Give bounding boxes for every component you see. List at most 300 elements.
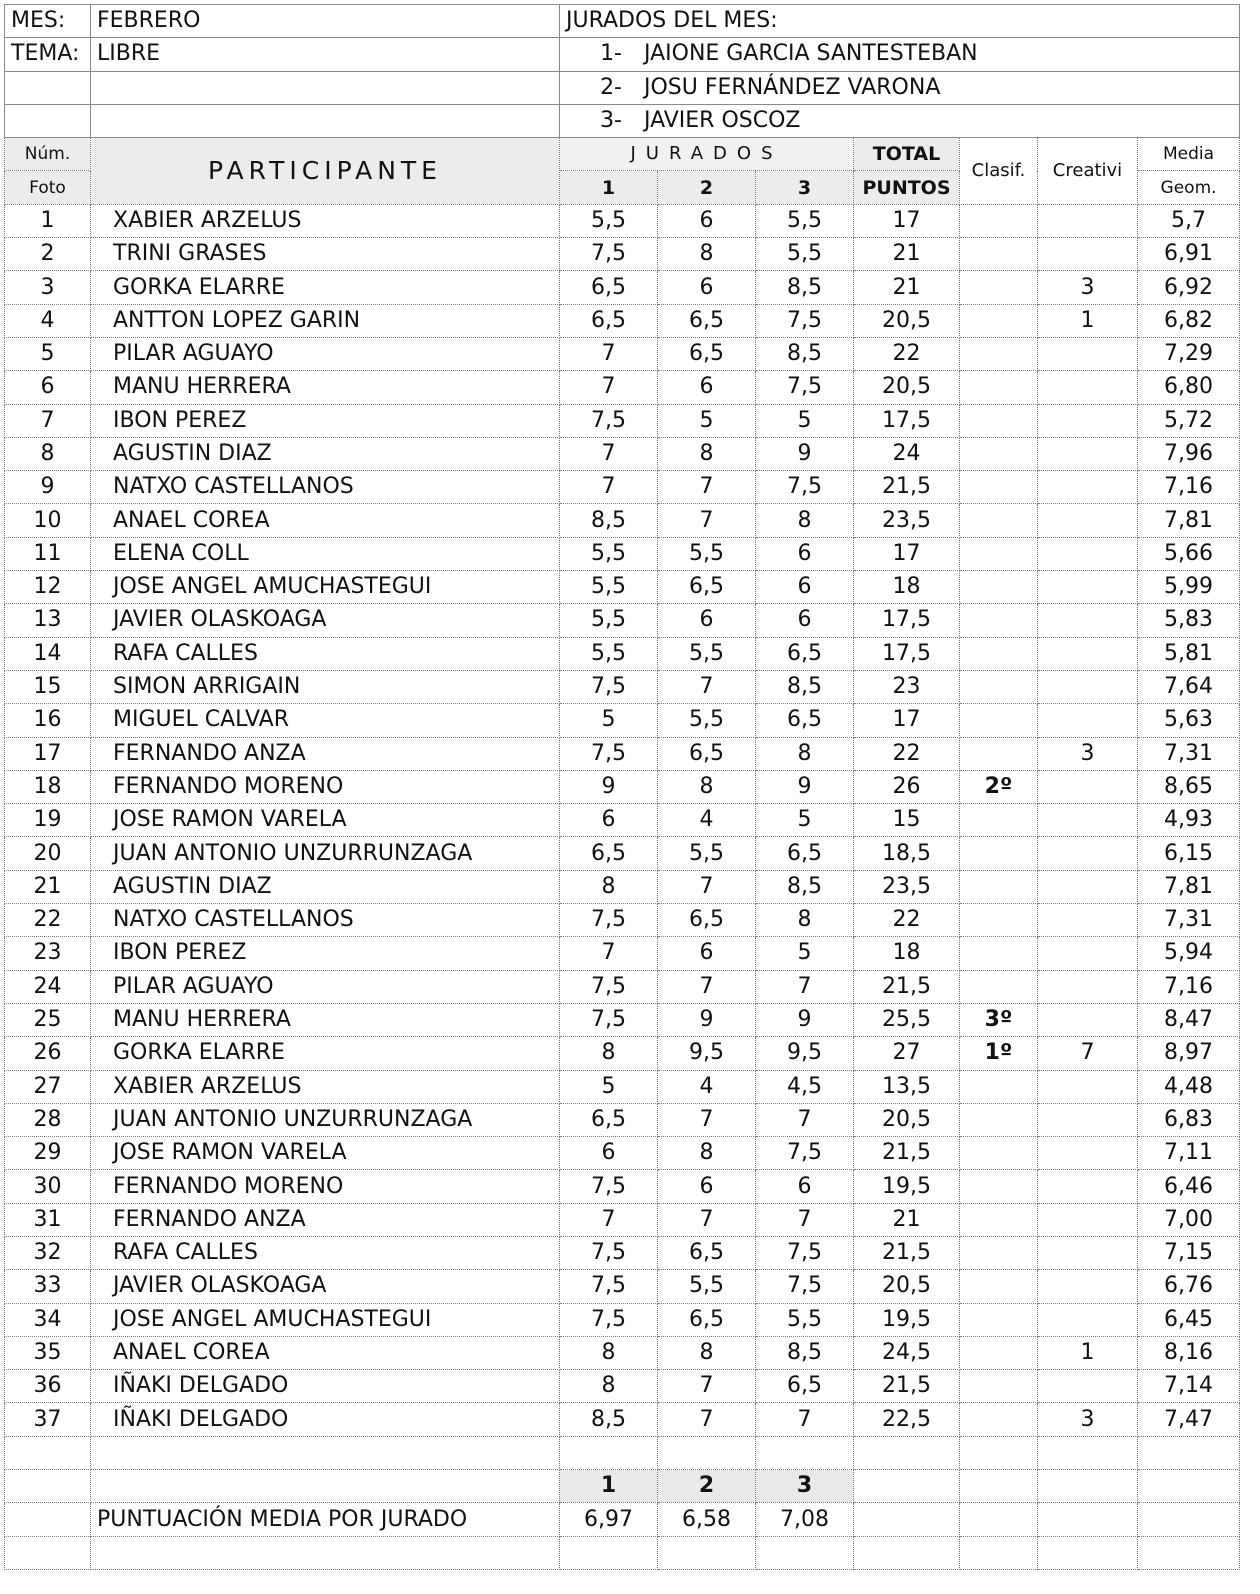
cell-clasif: [960, 1370, 1038, 1403]
cell-participant: IBON PEREZ: [91, 404, 560, 437]
blank-cell: [1038, 1470, 1138, 1503]
cell-num: 20: [5, 837, 91, 870]
cell-participant: ANTTON LOPEZ GARIN: [91, 304, 560, 337]
cell-creativi: [1038, 204, 1138, 237]
cell-media: 5,99: [1138, 571, 1240, 604]
cell-total: 18: [854, 571, 960, 604]
cell-jurado-2: 9: [658, 1003, 756, 1036]
cell-creativi: [1038, 471, 1138, 504]
cell-jurado-2: 4: [658, 1070, 756, 1103]
cell-num: 9: [5, 471, 91, 504]
table-row: [5, 1270, 1240, 1303]
cell-clasif: [960, 1403, 1038, 1436]
cell-jurado-3: 8: [756, 504, 854, 537]
cell-creativi: [1038, 537, 1138, 570]
cell-creativi: [1038, 1370, 1138, 1403]
cell-clasif: [960, 537, 1038, 570]
cell-participant: IÑAKI DELGADO: [91, 1370, 560, 1403]
cell-jurado-1: 5,5: [560, 604, 658, 637]
cell-media: 5,94: [1138, 937, 1240, 970]
cell-jurado-1: 8: [560, 1336, 658, 1369]
summary-avg-3: 7,08: [756, 1503, 854, 1536]
cell-participant: ANAEL COREA: [91, 504, 560, 537]
cell-jurado-2: 6: [658, 604, 756, 637]
cell-jurado-2: 7: [658, 1103, 756, 1136]
table-row: [5, 1203, 1240, 1236]
cell-jurado-2: 6,5: [658, 571, 756, 604]
cell-total: 17: [854, 204, 960, 237]
cell-creativi: 3: [1038, 1403, 1138, 1436]
cell-jurado-3: 5: [756, 404, 854, 437]
cell-jurado-2: 5: [658, 404, 756, 437]
cell-jurado-2: 6: [658, 204, 756, 237]
cell-jurado-1: 7,5: [560, 1303, 658, 1336]
blank-cell: [5, 1470, 91, 1503]
cell-jurado-1: 7: [560, 437, 658, 470]
cell-jurado-3: 7: [756, 970, 854, 1003]
jurado-3-name: JAVIER OSCOZ: [644, 108, 801, 134]
summary-avg-2: 6,58: [658, 1503, 756, 1536]
cell-jurado-1: 7: [560, 937, 658, 970]
cell-num: 13: [5, 604, 91, 637]
cell-jurado-2: 7: [658, 1370, 756, 1403]
cell-participant: JAVIER OLASKOAGA: [91, 604, 560, 637]
cell-media: 7,11: [1138, 1137, 1240, 1170]
cell-jurado-2: 6,5: [658, 904, 756, 937]
cell-jurado-3: 5: [756, 937, 854, 970]
cell-jurado-3: 9,5: [756, 1037, 854, 1070]
cell-num: 27: [5, 1070, 91, 1103]
cell-creativi: [1038, 238, 1138, 271]
cell-jurado-3: 7,5: [756, 471, 854, 504]
cell-clasif: [960, 1137, 1038, 1170]
cell-media: 6,80: [1138, 371, 1240, 404]
cell-media: 4,48: [1138, 1070, 1240, 1103]
cell-jurado-2: 6: [658, 937, 756, 970]
cell-jurado-2: 6,5: [658, 737, 756, 770]
col-num-top: Núm.: [5, 138, 91, 171]
cell-jurado-2: 7: [658, 970, 756, 1003]
cell-clasif: [960, 1303, 1038, 1336]
blank-cell: [1138, 1536, 1240, 1569]
cell-participant: JOSE ANGEL AMUCHASTEGUI: [91, 571, 560, 604]
cell-jurado-3: 7,5: [756, 1270, 854, 1303]
cell-total: 22: [854, 337, 960, 370]
cell-participant: MANU HERRERA: [91, 371, 560, 404]
cell-participant: JUAN ANTONIO UNZURRUNZAGA: [91, 1103, 560, 1136]
cell-num: 33: [5, 1270, 91, 1303]
cell-creativi: [1038, 870, 1138, 903]
cell-jurado-1: 6,5: [560, 1103, 658, 1136]
cell-jurado-1: 6,5: [560, 837, 658, 870]
cell-total: 17: [854, 704, 960, 737]
cell-jurado-2: 8: [658, 437, 756, 470]
cell-jurado-1: 8,5: [560, 1403, 658, 1436]
cell-jurado-1: 5,5: [560, 571, 658, 604]
cell-jurado-2: 8: [658, 1137, 756, 1170]
col-j2: 2: [658, 171, 756, 204]
table-row: [5, 1170, 1240, 1203]
cell-jurado-3: 7,5: [756, 304, 854, 337]
cell-clasif: [960, 504, 1038, 537]
cell-total: 21,5: [854, 970, 960, 1003]
blank-cell: [756, 1536, 854, 1569]
cell-clasif: [960, 604, 1038, 637]
cell-jurado-2: 6: [658, 371, 756, 404]
table-row: [5, 604, 1240, 637]
jurado-1: [560, 38, 1240, 71]
cell-creativi: [1038, 504, 1138, 537]
cell-creativi: [1038, 1303, 1138, 1336]
cell-jurado-1: 7,5: [560, 1270, 658, 1303]
cell-creativi: [1038, 571, 1138, 604]
cell-jurado-3: 6: [756, 571, 854, 604]
cell-creativi: 1: [1038, 1336, 1138, 1369]
cell-num: 30: [5, 1170, 91, 1203]
col-j1: 1: [560, 171, 658, 204]
cell-total: 20,5: [854, 1270, 960, 1303]
table-row: [5, 1336, 1240, 1369]
blank-cell: [854, 1503, 960, 1536]
cell-total: 21: [854, 238, 960, 271]
blank-cell: [1038, 1503, 1138, 1536]
cell-jurado-1: 5,5: [560, 637, 658, 670]
blank-cell: [560, 1436, 658, 1469]
table-row: [5, 1003, 1240, 1036]
cell-jurado-1: 7: [560, 471, 658, 504]
cell-media: 7,15: [1138, 1236, 1240, 1269]
cell-clasif: [960, 804, 1038, 837]
cell-num: 32: [5, 1236, 91, 1269]
cell-clasif: [960, 471, 1038, 504]
cell-participant: JOSE RAMON VARELA: [91, 1137, 560, 1170]
cell-clasif: [960, 1336, 1038, 1369]
cell-num: 16: [5, 704, 91, 737]
cell-jurado-3: 6: [756, 604, 854, 637]
cell-num: 23: [5, 937, 91, 970]
blank-cell: [960, 1470, 1038, 1503]
cell-participant: PILAR AGUAYO: [91, 337, 560, 370]
cell-media: 7,96: [1138, 437, 1240, 470]
cell-creativi: [1038, 804, 1138, 837]
cell-num: 19: [5, 804, 91, 837]
cell-clasif: [960, 1203, 1038, 1236]
jurado-2-name: JOSU FERNÁNDEZ VARONA: [644, 74, 941, 100]
cell-media: 7,29: [1138, 337, 1240, 370]
table-row: [5, 804, 1240, 837]
mes-value: FEBRERO: [91, 5, 560, 38]
cell-clasif: [960, 1103, 1038, 1136]
blank-cell: [1038, 1436, 1138, 1469]
cell-jurado-1: 7,5: [560, 904, 658, 937]
table-row: [5, 704, 1240, 737]
table-row: [5, 404, 1240, 437]
table-row: [5, 737, 1240, 770]
cell-jurado-1: 7,5: [560, 670, 658, 703]
cell-participant: GORKA ELARRE: [91, 271, 560, 304]
cell-participant: FERNANDO MORENO: [91, 770, 560, 803]
cell-jurado-2: 4: [658, 804, 756, 837]
cell-jurado-1: 7: [560, 337, 658, 370]
cell-creativi: [1038, 837, 1138, 870]
table-row: [5, 770, 1240, 803]
cell-jurado-3: 8,5: [756, 271, 854, 304]
cell-total: 17: [854, 537, 960, 570]
cell-jurado-1: 7,5: [560, 1170, 658, 1203]
cell-clasif: [960, 1070, 1038, 1103]
cell-jurado-3: 9: [756, 1003, 854, 1036]
cell-participant: JOSE ANGEL AMUCHASTEGUI: [91, 1303, 560, 1336]
cell-total: 22,5: [854, 1403, 960, 1436]
cell-jurado-1: 9: [560, 770, 658, 803]
cell-jurado-3: 8: [756, 737, 854, 770]
cell-clasif: [960, 1236, 1038, 1269]
cell-media: 8,97: [1138, 1037, 1240, 1070]
blank-cell: [960, 1436, 1038, 1469]
cell-media: 6,83: [1138, 1103, 1240, 1136]
cell-num: 17: [5, 737, 91, 770]
jurado-2-num: 2-: [600, 74, 622, 100]
cell-creativi: 3: [1038, 737, 1138, 770]
cell-jurado-3: 6,5: [756, 837, 854, 870]
col-media-bottom: Geom.: [1138, 171, 1240, 204]
cell-media: 6,76: [1138, 1270, 1240, 1303]
cell-participant: TRINI GRASES: [91, 238, 560, 271]
cell-num: 24: [5, 970, 91, 1003]
column-header-row-1: [5, 138, 1240, 171]
cell-jurado-2: 6,5: [658, 1303, 756, 1336]
table-row: [5, 1236, 1240, 1269]
table-row: [5, 437, 1240, 470]
cell-media: 5,7: [1138, 204, 1240, 237]
cell-participant: RAFA CALLES: [91, 637, 560, 670]
cell-jurado-2: 7: [658, 1403, 756, 1436]
cell-jurado-3: 8,5: [756, 337, 854, 370]
cell-jurado-3: 5: [756, 804, 854, 837]
cell-participant: JAVIER OLASKOAGA: [91, 1270, 560, 1303]
summary-j1: 1: [560, 1470, 658, 1503]
jurados-title: JURADOS DEL MES:: [560, 5, 1240, 38]
cell-total: 20,5: [854, 304, 960, 337]
blank-cell: [560, 1536, 658, 1569]
cell-participant: NATXO CASTELLANOS: [91, 904, 560, 937]
cell-jurado-3: 9: [756, 437, 854, 470]
cell-creativi: 3: [1038, 271, 1138, 304]
cell-jurado-2: 6: [658, 1170, 756, 1203]
cell-total: 21,5: [854, 1370, 960, 1403]
cell-creativi: [1038, 970, 1138, 1003]
summary-label: PUNTUACIÓN MEDIA POR JURADO: [91, 1503, 560, 1536]
blank-cell: [1138, 1436, 1240, 1469]
table-row: [5, 571, 1240, 604]
cell-media: 7,00: [1138, 1203, 1240, 1236]
cell-media: 7,81: [1138, 504, 1240, 537]
cell-media: 6,15: [1138, 837, 1240, 870]
cell-total: 21,5: [854, 471, 960, 504]
cell-media: 7,47: [1138, 1403, 1240, 1436]
cell-creativi: 1: [1038, 304, 1138, 337]
blank-cell: [91, 71, 560, 104]
cell-creativi: [1038, 1003, 1138, 1036]
cell-jurado-3: 4,5: [756, 1070, 854, 1103]
cell-total: 21,5: [854, 1236, 960, 1269]
cell-total: 27: [854, 1037, 960, 1070]
cell-jurado-3: 7,5: [756, 371, 854, 404]
cell-total: 15: [854, 804, 960, 837]
col-total-top: TOTAL: [854, 138, 960, 171]
cell-total: 24,5: [854, 1336, 960, 1369]
cell-media: 8,47: [1138, 1003, 1240, 1036]
cell-media: 8,65: [1138, 770, 1240, 803]
cell-num: 11: [5, 537, 91, 570]
table-row: [5, 537, 1240, 570]
cell-num: 7: [5, 404, 91, 437]
cell-jurado-3: 5,5: [756, 1303, 854, 1336]
col-total-bottom: PUNTOS: [854, 171, 960, 204]
cell-jurado-2: 7: [658, 504, 756, 537]
cell-media: 7,81: [1138, 870, 1240, 903]
summary-header-row: [5, 1470, 1240, 1503]
cell-participant: GORKA ELARRE: [91, 1037, 560, 1070]
cell-media: 7,31: [1138, 737, 1240, 770]
cell-jurado-3: 6,5: [756, 637, 854, 670]
col-media-top: Media: [1138, 138, 1240, 171]
cell-creativi: [1038, 437, 1138, 470]
cell-creativi: 7: [1038, 1037, 1138, 1070]
cell-total: 18,5: [854, 837, 960, 870]
cell-jurado-1: 8: [560, 870, 658, 903]
cell-clasif: [960, 271, 1038, 304]
cell-jurado-2: 7: [658, 1203, 756, 1236]
blank-cell: [854, 1536, 960, 1569]
cell-num: 6: [5, 371, 91, 404]
cell-jurado-1: 5,5: [560, 204, 658, 237]
blank-cell: [5, 71, 91, 104]
cell-media: 8,16: [1138, 1336, 1240, 1369]
cell-participant: JOSE RAMON VARELA: [91, 804, 560, 837]
cell-participant: IBON PEREZ: [91, 937, 560, 970]
cell-num: 35: [5, 1336, 91, 1369]
cell-jurado-2: 5,5: [658, 537, 756, 570]
cell-num: 1: [5, 204, 91, 237]
cell-num: 12: [5, 571, 91, 604]
cell-jurado-3: 6,5: [756, 704, 854, 737]
cell-jurado-2: 8: [658, 1336, 756, 1369]
cell-clasif: [960, 837, 1038, 870]
cell-jurado-3: 6: [756, 537, 854, 570]
cell-clasif: [960, 304, 1038, 337]
summary-average-row: [5, 1503, 1240, 1536]
cell-jurado-2: 5,5: [658, 837, 756, 870]
blank-cell: [5, 1436, 91, 1469]
cell-creativi: [1038, 1103, 1138, 1136]
cell-jurado-1: 7,5: [560, 238, 658, 271]
cell-participant: XABIER ARZELUS: [91, 1070, 560, 1103]
table-row: [5, 1303, 1240, 1336]
cell-total: 13,5: [854, 1070, 960, 1103]
cell-creativi: [1038, 1137, 1138, 1170]
jurado-3: [560, 104, 1240, 137]
blank-row: [5, 1436, 1240, 1469]
cell-creativi: [1038, 670, 1138, 703]
cell-creativi: [1038, 1270, 1138, 1303]
cell-clasif: [960, 238, 1038, 271]
cell-total: 21: [854, 1203, 960, 1236]
cell-num: 22: [5, 904, 91, 937]
cell-participant: MANU HERRERA: [91, 1003, 560, 1036]
cell-total: 23,5: [854, 870, 960, 903]
blank-cell: [1038, 1536, 1138, 1569]
cell-total: 23: [854, 670, 960, 703]
cell-jurado-1: 7,5: [560, 1003, 658, 1036]
table-row: [5, 1070, 1240, 1103]
cell-total: 23,5: [854, 504, 960, 537]
cell-total: 21,5: [854, 1137, 960, 1170]
header-row-mes: [5, 5, 1240, 38]
cell-total: 22: [854, 904, 960, 937]
blank-cell: [658, 1536, 756, 1569]
cell-participant: ELENA COLL: [91, 537, 560, 570]
cell-clasif: [960, 737, 1038, 770]
cell-clasif: [960, 704, 1038, 737]
cell-num: 18: [5, 770, 91, 803]
cell-media: 6,91: [1138, 238, 1240, 271]
cell-clasif: [960, 371, 1038, 404]
cell-creativi: [1038, 337, 1138, 370]
cell-num: 14: [5, 637, 91, 670]
blank-cell: [1138, 1470, 1240, 1503]
cell-jurado-2: 9,5: [658, 1037, 756, 1070]
table-row: [5, 271, 1240, 304]
jurado-2: [560, 71, 1240, 104]
cell-media: 5,81: [1138, 637, 1240, 670]
cell-jurado-1: 6,5: [560, 271, 658, 304]
cell-jurado-2: 6,5: [658, 337, 756, 370]
cell-jurado-1: 8,5: [560, 504, 658, 537]
cell-jurado-2: 5,5: [658, 637, 756, 670]
table-row: [5, 1103, 1240, 1136]
blank-row: [5, 1536, 1240, 1569]
cell-jurado-2: 6,5: [658, 304, 756, 337]
cell-creativi: [1038, 937, 1138, 970]
cell-num: 29: [5, 1137, 91, 1170]
cell-total: 22: [854, 737, 960, 770]
cell-jurado-3: 7: [756, 1103, 854, 1136]
mes-label: MES:: [5, 5, 91, 38]
cell-num: 4: [5, 304, 91, 337]
cell-total: 17,5: [854, 637, 960, 670]
cell-clasif: [960, 337, 1038, 370]
cell-jurado-1: 7,5: [560, 1236, 658, 1269]
cell-jurado-3: 6,5: [756, 1370, 854, 1403]
cell-clasif: [960, 437, 1038, 470]
blank-cell: [854, 1470, 960, 1503]
cell-num: 15: [5, 670, 91, 703]
header-row-jurado-2: [5, 71, 1240, 104]
cell-media: 7,16: [1138, 471, 1240, 504]
table-row: [5, 471, 1240, 504]
cell-jurado-2: 5,5: [658, 1270, 756, 1303]
cell-creativi: [1038, 704, 1138, 737]
cell-creativi: [1038, 770, 1138, 803]
cell-media: 7,16: [1138, 970, 1240, 1003]
cell-media: 5,66: [1138, 537, 1240, 570]
cell-num: 26: [5, 1037, 91, 1070]
cell-media: 4,93: [1138, 804, 1240, 837]
cell-creativi: [1038, 1236, 1138, 1269]
cell-jurado-2: 7: [658, 670, 756, 703]
cell-media: 7,31: [1138, 904, 1240, 937]
